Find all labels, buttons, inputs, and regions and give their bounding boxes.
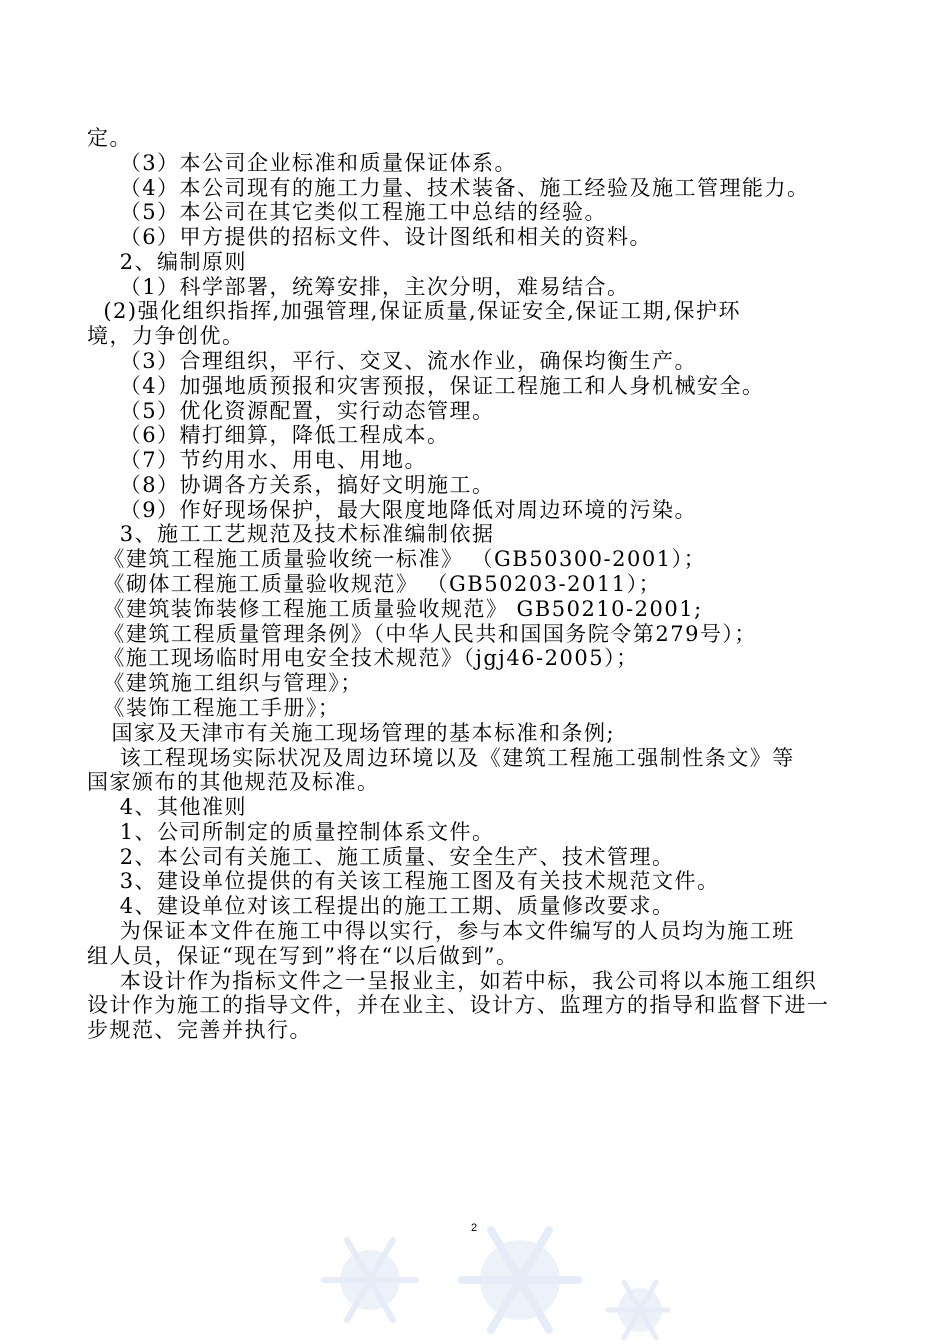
text-line: 2、本公司有关施工、施工质量、安全生产、技术管理。 [87, 844, 675, 869]
text-line: 2、编制原则 [87, 249, 248, 274]
text-line: 步规范、完善并执行。 [87, 1018, 312, 1043]
text-line: 为保证本文件在施工中得以实行，参与本文件编写的人员均为施工班 [87, 918, 795, 943]
text-line: (2)强化组织指挥,加强管理,保证质量,保证安全,保证工期,保护环 [87, 299, 741, 324]
text-line: （3）本公司企业标准和质量保证体系。 [87, 150, 518, 175]
text-line: （5）优化资源配置，实行动态管理。 [87, 398, 495, 423]
text-line: 境，力争创优。 [87, 324, 245, 349]
text-line: 组人员，保证“现在写到”将在“以后做到”。 [87, 943, 519, 968]
text-line: 《建筑施工组织与管理》； [87, 671, 363, 696]
text-line: （4）本公司现有的施工力量、技术装备、施工经验及施工管理能力。 [87, 175, 810, 200]
text-line: （3）合理组织，平行、交叉、流水作业，确保均衡生产。 [87, 349, 698, 374]
text-line: （4）加强地质预报和灾害预报，保证工程施工和人身机械安全。 [87, 373, 765, 398]
text-line: 设计作为施工的指导文件，并在业主、设计方、监理方的指导和监督下进一 [87, 993, 830, 1018]
text-line: 《建筑工程施工质量验收统一标准》 （GB50300-2001）； [87, 547, 707, 572]
text-line: 国家及天津市有关施工现场管理的基本标准和条例; [87, 720, 616, 745]
text-line: 4、建设单位对该工程提出的施工工期、质量修改要求。 [87, 894, 675, 919]
text-line: （5）本公司在其它类似工程施工中总结的经验。 [87, 200, 608, 225]
text-line: 《建筑工程质量管理条例》（中华人民共和国国务院令第279号）； [87, 621, 757, 646]
text-line: 《砌体工程施工质量验收规范》 （GB50203-2011）； [87, 572, 662, 597]
text-line: 《装饰工程施工手册》； [87, 695, 341, 720]
text-line: （6）甲方提供的招标文件、设计图纸和相关的资料。 [87, 225, 653, 250]
text-line: （6）精打细算，降低工程成本。 [87, 423, 450, 448]
text-line: 本设计作为指标文件之一呈报业主，如若中标，我公司将以本施工组织 [87, 968, 818, 993]
text-line: 《建筑装饰装修工程施工质量验收规范》 GB50210-2001; [87, 596, 703, 621]
text-line: 3、建设单位提供的有关该工程施工图及有关技术规范文件。 [87, 869, 720, 894]
text-line: （7）节约用水、用电、用地。 [87, 448, 428, 473]
page-number: 2 [471, 1222, 478, 1234]
text-line: 3、施工工艺规范及技术标准编制依据 [87, 522, 495, 547]
text-line: 《施工现场临时用电安全技术规范》（jgj46-2005）； [87, 646, 639, 671]
text-line: （9）作好现场保护，最大限度地降低对周边环境的污染。 [87, 497, 698, 522]
snowflake-watermark-icon [310, 1200, 670, 1344]
text-line: （8）协调各方关系，搞好文明施工。 [87, 472, 495, 497]
text-line: 该工程现场实际状况及周边环境以及《建筑工程施工强制性条文》等 [87, 745, 795, 770]
text-line: 4、其他准则 [87, 795, 248, 820]
text-line: 国家颁布的其他规范及标准。 [87, 770, 380, 795]
text-line: 定。 [87, 126, 132, 150]
text-line: 1、公司所制定的质量控制体系文件。 [87, 819, 495, 844]
text-line: （1）科学部署，统筹安排，主次分明，难易结合。 [87, 274, 630, 299]
